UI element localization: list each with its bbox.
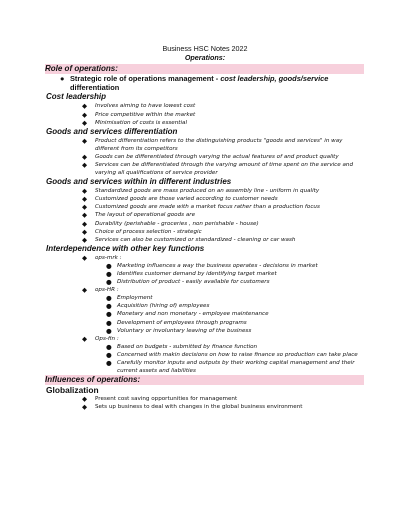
diamond-bullet-icon: ◆ — [82, 219, 88, 228]
list-item-text: Customized goods are made with a market focus rather than a production focus — [95, 204, 320, 211]
diamond-bullet-icon: ◆ — [82, 187, 88, 196]
list-item-text: Distribution of product - easily available for customers — [117, 279, 270, 286]
list-item — [46, 403, 364, 411]
list-item — [46, 310, 364, 318]
list-item — [46, 359, 364, 375]
list-item — [46, 203, 364, 211]
list-item-text: Voluntary or involuntary leaving of the business — [117, 327, 252, 334]
cost-list — [46, 102, 364, 126]
interdependence-heading: Interdependence with other key functions — [46, 243, 205, 253]
list-item-text: Services can also be customized or standardized - cleaning or car wash — [95, 236, 296, 243]
list-item-text: Identifies customer demand by identifying target market — [117, 271, 277, 277]
diamond-bullet-icon: ◆ — [82, 253, 88, 262]
list-item-text: Choice of process selection - strategic — [95, 228, 202, 235]
diamond-bullet-icon: ◆ — [82, 334, 88, 343]
diamond-bullet-icon: ◆ — [82, 152, 88, 161]
bullet-icon: ● — [106, 270, 112, 278]
bullet-icon: ● — [106, 350, 112, 359]
list-item-text: Customized goods are those varied according to customer needs — [95, 196, 278, 203]
document-subtitle: Operations: — [184, 53, 226, 62]
diamond-bullet-icon: ◆ — [82, 195, 88, 204]
diamond-bullet-icon: ◆ — [82, 136, 88, 145]
bullet-icon: ● — [106, 261, 112, 270]
list-item — [46, 153, 364, 161]
globalization-list — [46, 395, 364, 411]
diamond-bullet-icon: ◆ — [82, 227, 88, 236]
list-item-text: Sets up business to deal with changes in the global business environment — [95, 404, 303, 411]
list-item-text: Involves aiming to have lowest cost — [95, 103, 196, 110]
bullet-icon: ● — [106, 294, 112, 303]
list-item — [46, 111, 364, 119]
list-item-text: Development of employees through programs — [117, 319, 247, 326]
list-item — [46, 137, 364, 153]
globalization-heading: Globalization — [46, 385, 99, 396]
list-item-text: Monetary and non monetary - employee maintenance — [117, 311, 269, 318]
list-item — [46, 270, 364, 278]
strategic-role-item — [46, 74, 364, 92]
diamond-bullet-icon: ◆ — [82, 403, 88, 412]
diamond-bullet-icon: ◆ — [82, 203, 88, 212]
list-item — [46, 302, 364, 310]
bullet-icon: ● — [106, 310, 112, 319]
document-title: Business HSC Notes 2022 — [162, 44, 248, 53]
list-item-text: Ops-fin : — [95, 335, 119, 342]
role-heading: Role of operations: — [45, 64, 364, 74]
list-item — [46, 278, 364, 286]
list-item — [46, 262, 364, 270]
list-item — [46, 286, 364, 294]
list-item — [46, 220, 364, 228]
list-item-text: Minimisation of costs is essential — [95, 119, 188, 126]
list-item-text: ops-HR : — [95, 287, 119, 294]
diamond-bullet-icon: ◆ — [82, 118, 88, 127]
list-item-text: Product differentiation refers to the distinguishing products "goods and services" in way different from its competitors — [95, 137, 343, 152]
goods-heading: Goods and services differentiation — [46, 126, 178, 136]
bullet-icon: ● — [106, 318, 112, 327]
diamond-bullet-icon: ◆ — [82, 102, 88, 111]
list-item — [46, 294, 364, 302]
influences-heading: Influences of operations: — [45, 375, 364, 385]
industries-list — [46, 187, 364, 244]
industries-heading: Goods and services within in different industries — [46, 177, 232, 187]
list-item-text: Standardized goods are mass produced on an assembly line - uniform in quality — [95, 188, 320, 195]
strategic-text-cont: differentiation — [70, 83, 120, 93]
list-item-text: Carefully monitor inputs and outputs by their working capital management and their current assets and liabilities — [117, 360, 355, 375]
list-item — [46, 319, 364, 327]
list-item — [46, 187, 364, 195]
list-item — [46, 211, 364, 219]
list-item-text: Concerned with makin decisions on how to raise finance so production can take place — [117, 351, 358, 358]
list-item-text: Services can be differentiated through the varying amount of time spent on the service and varying all qualifications of service provider — [95, 161, 353, 177]
bullet-icon: ● — [106, 278, 112, 287]
diamond-bullet-icon: ◆ — [82, 395, 88, 404]
strategic-text: Strategic role of operations management - — [70, 74, 221, 83]
list-item-text: Acquisition (hiring of) employees — [117, 303, 210, 310]
bullet-icon: ● — [106, 302, 112, 311]
list-item-text: Based on budgets - submitted by finance function — [117, 343, 258, 350]
goods-list — [46, 137, 364, 177]
bullet-icon: ● — [106, 342, 112, 351]
list-item-text: Goods can be differentiated through varying the actual features of and product quality — [95, 153, 339, 160]
list-item — [46, 335, 364, 343]
diamond-bullet-icon: ◆ — [82, 211, 88, 220]
bullet-icon: ● — [60, 74, 65, 83]
list-item-text: Durability (perishable - groceries , non perishable - house) — [95, 220, 259, 227]
list-item-text: Price competitive within the market — [95, 111, 196, 118]
list-item — [46, 254, 364, 262]
list-item-text: Marketing influences a way the business operates - decisions in market — [117, 262, 318, 269]
diamond-bullet-icon: ◆ — [82, 110, 88, 119]
list-item — [46, 161, 364, 177]
list-item — [46, 351, 364, 359]
diamond-bullet-icon: ◆ — [82, 235, 88, 244]
list-item — [46, 236, 364, 244]
interdependence-list — [46, 254, 364, 375]
list-item — [46, 195, 364, 203]
list-item — [46, 102, 364, 110]
list-item-text: Present cost saving opportunities for management — [95, 396, 238, 403]
list-item-text: ops-mrk : — [95, 254, 122, 261]
diamond-bullet-icon: ◆ — [82, 160, 88, 169]
strategic-text-emphasis: cost leadership, goods/service — [220, 74, 329, 83]
list-item — [46, 119, 364, 127]
bullet-icon: ● — [106, 359, 112, 368]
list-item — [46, 228, 364, 236]
cost-heading: Cost leadership — [46, 92, 107, 102]
list-item — [46, 343, 364, 351]
bullet-icon: ● — [106, 326, 112, 335]
list-item — [46, 395, 364, 403]
list-item-text: Employment — [117, 295, 153, 302]
list-item-text: The layout of operational goods are — [95, 212, 196, 219]
diamond-bullet-icon: ◆ — [82, 286, 88, 295]
list-item — [46, 327, 364, 335]
